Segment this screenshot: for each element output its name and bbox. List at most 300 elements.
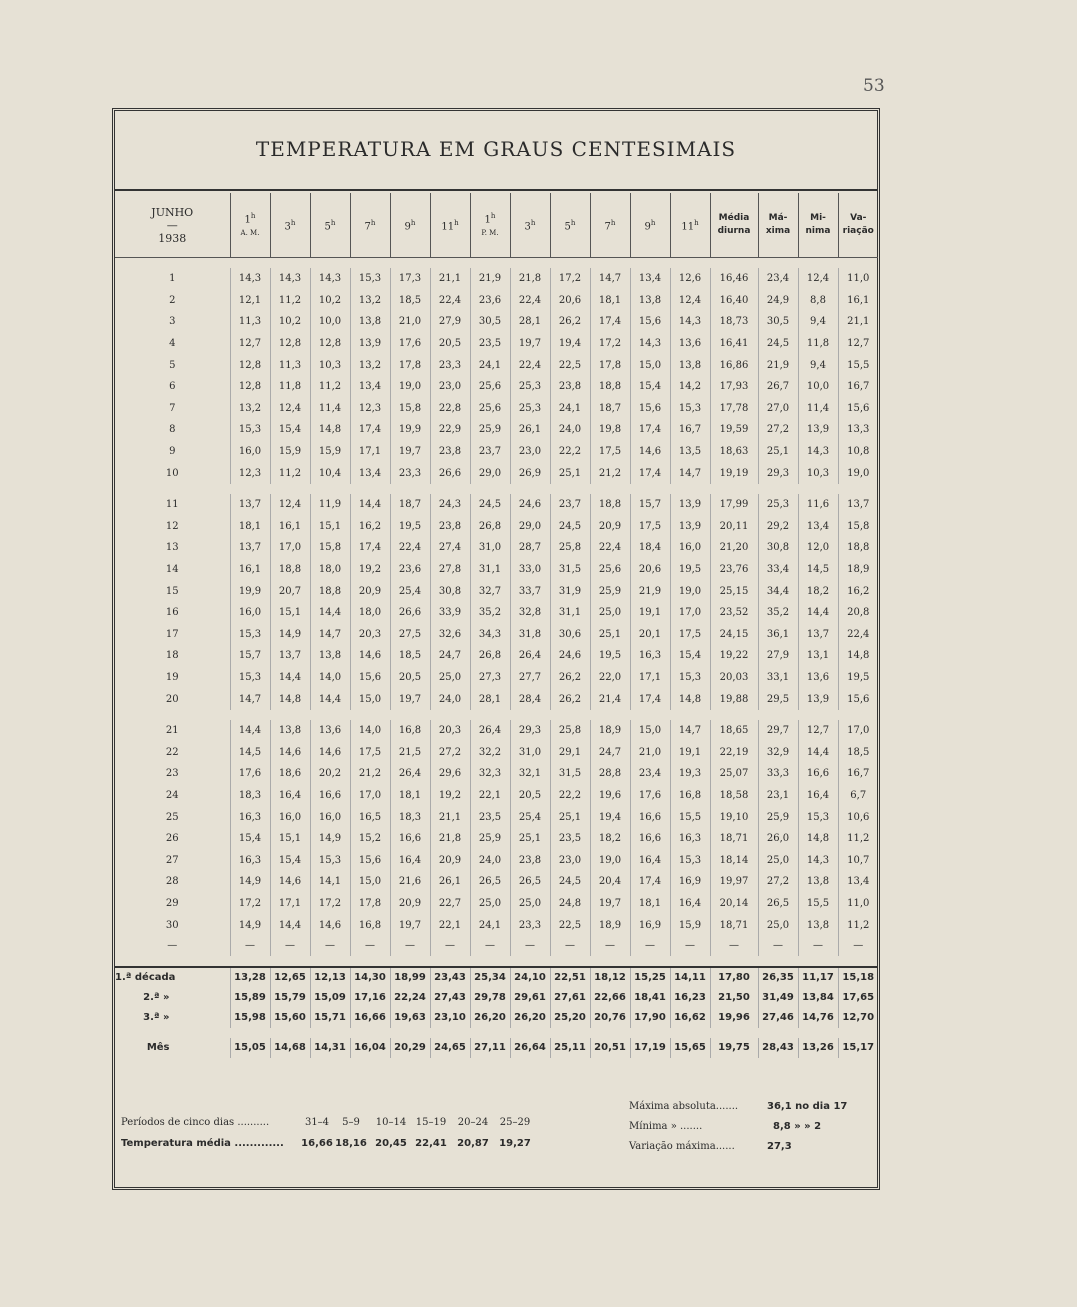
value-cell: 26,6 bbox=[390, 602, 430, 624]
decade-value: 12,70 bbox=[838, 1008, 878, 1028]
value-cell: 17,2 bbox=[230, 893, 270, 915]
value-cell: 20,03 bbox=[710, 667, 758, 689]
hour-header: 11$^h$ bbox=[670, 193, 710, 258]
value-cell: 23,3 bbox=[430, 354, 470, 376]
value-cell: 16,1 bbox=[270, 516, 310, 538]
value-cell: 29,6 bbox=[430, 763, 470, 785]
value-cell: 15,9 bbox=[270, 441, 310, 463]
value-cell: 19,9 bbox=[230, 580, 270, 602]
hour-header: 5$^h$ bbox=[550, 193, 590, 258]
temperature-table bbox=[115, 193, 878, 1058]
value-cell: 25,6 bbox=[590, 559, 630, 581]
value-cell: 30,5 bbox=[470, 311, 510, 333]
value-cell: 17,4 bbox=[350, 419, 390, 441]
value-cell: 19,7 bbox=[590, 893, 630, 915]
hour-header: 3$^h$ bbox=[270, 193, 310, 258]
value-cell: 25,1 bbox=[550, 462, 590, 484]
value-cell: 26,2 bbox=[550, 667, 590, 689]
value-cell: 27,2 bbox=[758, 871, 798, 893]
value-cell: 13,8 bbox=[670, 354, 710, 376]
value-cell: 14,4 bbox=[310, 602, 350, 624]
value-cell: 21,2 bbox=[590, 462, 630, 484]
decade-value: 26,20 bbox=[470, 1008, 510, 1028]
value-cell: 12,7 bbox=[798, 720, 838, 742]
value-cell: 18,71 bbox=[710, 828, 758, 850]
value-cell: 15,8 bbox=[310, 537, 350, 559]
value-cell: 12,6 bbox=[670, 268, 710, 290]
max-header bbox=[758, 193, 798, 258]
decade-value: 29,61 bbox=[510, 988, 550, 1008]
value-cell: 27,8 bbox=[430, 559, 470, 581]
value-cell: 14,5 bbox=[230, 741, 270, 763]
value-cell: 23,7 bbox=[470, 441, 510, 463]
value-cell: 29,0 bbox=[470, 462, 510, 484]
dash-cell: — bbox=[550, 936, 590, 956]
day-cell: 27 bbox=[165, 854, 179, 866]
value-cell: 25,0 bbox=[510, 893, 550, 915]
value-cell: 25,1 bbox=[590, 624, 630, 646]
value-cell: 13,9 bbox=[670, 516, 710, 538]
value-cell: 15,3 bbox=[230, 419, 270, 441]
value-cell: 33,3 bbox=[758, 763, 798, 785]
value-cell: 27,0 bbox=[758, 398, 798, 420]
dash-cell: — bbox=[470, 936, 510, 956]
value-cell: 30,6 bbox=[550, 624, 590, 646]
day-cell: 18 bbox=[165, 650, 179, 662]
value-cell: 25,4 bbox=[510, 806, 550, 828]
spacer-row bbox=[115, 258, 878, 269]
day-cell: 26 bbox=[165, 833, 179, 845]
value-cell: 17,3 bbox=[390, 268, 430, 290]
hour-label: 7 bbox=[604, 221, 611, 233]
value-cell: 23,0 bbox=[510, 441, 550, 463]
value-cell: 13,7 bbox=[270, 645, 310, 667]
value-cell: 14,4 bbox=[310, 688, 350, 710]
value-cell: 16,8 bbox=[670, 785, 710, 807]
value-cell: 16,6 bbox=[630, 828, 670, 850]
dash-cell: — bbox=[390, 936, 430, 956]
value-cell: 11,2 bbox=[270, 290, 310, 312]
decade-value: 22,66 bbox=[590, 988, 630, 1008]
value-cell: 10,6 bbox=[838, 806, 878, 828]
value-cell: 26,5 bbox=[470, 871, 510, 893]
value-cell: 26,4 bbox=[390, 763, 430, 785]
value-cell: 11,2 bbox=[270, 462, 310, 484]
decade-value: 29,78 bbox=[470, 988, 510, 1008]
value-cell: 21,20 bbox=[710, 537, 758, 559]
value-cell: 17,8 bbox=[350, 893, 390, 915]
value-cell: 16,0 bbox=[230, 441, 270, 463]
decade-value: 14,76 bbox=[798, 1008, 838, 1028]
day-cell: 15 bbox=[165, 585, 179, 597]
value-cell: 15,3 bbox=[310, 849, 350, 871]
hour-label: 1 bbox=[484, 214, 491, 226]
value-cell: 20,5 bbox=[510, 785, 550, 807]
value-cell: 12,8 bbox=[230, 354, 270, 376]
decade-value: 18,41 bbox=[630, 988, 670, 1008]
value-cell: 14,5 bbox=[798, 559, 838, 581]
value-cell: 17,0 bbox=[270, 537, 310, 559]
value-cell: 15,4 bbox=[270, 849, 310, 871]
value-cell: 25,15 bbox=[710, 580, 758, 602]
value-cell: 21,6 bbox=[390, 871, 430, 893]
month-value: 28,43 bbox=[758, 1038, 798, 1058]
day-cell: 8 bbox=[169, 424, 176, 436]
value-cell: 12,1 bbox=[230, 290, 270, 312]
day-cell: 6 bbox=[169, 381, 176, 393]
value-cell: 20,2 bbox=[310, 763, 350, 785]
value-cell: 18,63 bbox=[710, 441, 758, 463]
mean-header-line: diurna bbox=[717, 226, 751, 236]
value-cell: 18,0 bbox=[310, 559, 350, 581]
table-row bbox=[115, 624, 878, 646]
table-row bbox=[115, 559, 878, 581]
decade-label: 1.ª década bbox=[115, 967, 230, 988]
value-cell: 20,3 bbox=[430, 720, 470, 742]
decade-value: 26,20 bbox=[510, 1008, 550, 1028]
value-cell: 20,5 bbox=[430, 333, 470, 355]
decade-row bbox=[115, 967, 878, 988]
value-cell: 15,5 bbox=[838, 354, 878, 376]
value-cell: 14,9 bbox=[230, 871, 270, 893]
value-cell: 24,0 bbox=[550, 419, 590, 441]
decade-value: 12,65 bbox=[270, 967, 310, 988]
table-row bbox=[115, 333, 878, 355]
value-cell: 14,7 bbox=[670, 720, 710, 742]
value-cell: 25,9 bbox=[590, 580, 630, 602]
value-cell: 17,1 bbox=[350, 441, 390, 463]
day-cell: 24 bbox=[165, 789, 179, 801]
value-cell: 16,3 bbox=[230, 849, 270, 871]
value-cell: 19,88 bbox=[710, 688, 758, 710]
decade-value: 22,51 bbox=[550, 967, 590, 988]
value-cell: 16,9 bbox=[630, 914, 670, 936]
var-max-label: Variação máxima...... bbox=[629, 1141, 735, 1152]
value-cell: 15,6 bbox=[350, 667, 390, 689]
value-cell: 11,8 bbox=[270, 376, 310, 398]
value-cell: 31,0 bbox=[510, 741, 550, 763]
spacer-row bbox=[115, 956, 878, 967]
value-cell: 25,3 bbox=[510, 398, 550, 420]
value-cell: 12,7 bbox=[838, 333, 878, 355]
value-cell: 10,2 bbox=[270, 311, 310, 333]
value-cell: 14,8 bbox=[798, 828, 838, 850]
value-cell: 26,0 bbox=[758, 828, 798, 850]
day-cell: 16 bbox=[165, 607, 179, 619]
value-cell: 16,6 bbox=[390, 828, 430, 850]
mean-label: Temperatura média ............. bbox=[121, 1138, 284, 1149]
table-row bbox=[115, 688, 878, 710]
value-cell: 24,1 bbox=[470, 354, 510, 376]
variation-header bbox=[838, 193, 878, 258]
decade-value: 25,20 bbox=[550, 1008, 590, 1028]
value-cell: 15,4 bbox=[630, 376, 670, 398]
value-cell: 32,8 bbox=[510, 602, 550, 624]
value-cell: 13,7 bbox=[230, 537, 270, 559]
value-cell: 26,1 bbox=[510, 419, 550, 441]
value-cell: 29,1 bbox=[550, 741, 590, 763]
hour-label: 5 bbox=[564, 221, 571, 233]
value-cell: 8,8 bbox=[798, 290, 838, 312]
spacer-row bbox=[115, 1028, 878, 1038]
decade-value: 23,10 bbox=[430, 1008, 470, 1028]
month-dash: — bbox=[166, 218, 178, 232]
value-cell: 12,4 bbox=[270, 494, 310, 516]
value-cell: 16,8 bbox=[390, 720, 430, 742]
hour-header: 9$^h$ bbox=[630, 193, 670, 258]
value-cell: 27,9 bbox=[758, 645, 798, 667]
value-cell: 17,5 bbox=[590, 441, 630, 463]
table-row bbox=[115, 311, 878, 333]
value-cell: 12,8 bbox=[230, 376, 270, 398]
value-cell: 24,3 bbox=[430, 494, 470, 516]
table-row bbox=[115, 741, 878, 763]
value-cell: 15,8 bbox=[838, 516, 878, 538]
value-cell: 35,2 bbox=[758, 602, 798, 624]
value-cell: 11,9 bbox=[310, 494, 350, 516]
value-cell: 19,59 bbox=[710, 419, 758, 441]
decade-value: 11,17 bbox=[798, 967, 838, 988]
period-cell: 10–14 bbox=[375, 1117, 407, 1128]
value-cell: 11,2 bbox=[838, 828, 878, 850]
value-cell: 14,0 bbox=[310, 667, 350, 689]
value-cell: 25,0 bbox=[430, 667, 470, 689]
value-cell: 25,07 bbox=[710, 763, 758, 785]
value-cell: 18,7 bbox=[390, 494, 430, 516]
decade-value: 21,50 bbox=[710, 988, 758, 1008]
value-cell: 17,5 bbox=[350, 741, 390, 763]
value-cell: 12,4 bbox=[270, 398, 310, 420]
value-cell: 16,41 bbox=[710, 333, 758, 355]
month-label: JUNHO bbox=[151, 205, 194, 219]
value-cell: 31,1 bbox=[550, 602, 590, 624]
table-row bbox=[115, 462, 878, 484]
value-cell: 21,0 bbox=[390, 311, 430, 333]
value-cell: 11,2 bbox=[310, 376, 350, 398]
decade-value: 15,79 bbox=[270, 988, 310, 1008]
day-cell: 19 bbox=[165, 671, 179, 683]
day-cell: 7 bbox=[169, 402, 176, 414]
value-cell: 18,65 bbox=[710, 720, 758, 742]
value-cell: 16,4 bbox=[630, 849, 670, 871]
value-cell: 17,8 bbox=[590, 354, 630, 376]
spacer-row bbox=[115, 710, 878, 720]
value-cell: 25,9 bbox=[758, 806, 798, 828]
hour-header: 7$^h$ bbox=[350, 193, 390, 258]
value-cell: 19,4 bbox=[550, 333, 590, 355]
hour-label: 7 bbox=[364, 221, 371, 233]
dash-cell: — bbox=[430, 936, 470, 956]
value-cell: 16,6 bbox=[310, 785, 350, 807]
value-cell: 13,8 bbox=[798, 914, 838, 936]
hour-label: 1 bbox=[244, 214, 251, 226]
value-cell: 24,1 bbox=[550, 398, 590, 420]
value-cell: 16,7 bbox=[670, 419, 710, 441]
value-cell: 17,5 bbox=[670, 624, 710, 646]
value-cell: 25,9 bbox=[470, 419, 510, 441]
value-cell: 26,4 bbox=[470, 720, 510, 742]
value-cell: 18,5 bbox=[390, 645, 430, 667]
value-cell: 30,5 bbox=[758, 311, 798, 333]
hour-label: 9 bbox=[644, 221, 651, 233]
value-cell: 18,3 bbox=[230, 785, 270, 807]
value-cell: 23,5 bbox=[470, 806, 510, 828]
table-row bbox=[115, 398, 878, 420]
hour-period: A. M. bbox=[240, 228, 260, 237]
value-cell: 24,7 bbox=[430, 645, 470, 667]
value-cell: 27,2 bbox=[758, 419, 798, 441]
value-cell: 18,9 bbox=[590, 720, 630, 742]
value-cell: 24,8 bbox=[550, 893, 590, 915]
day-cell: 10 bbox=[165, 467, 179, 479]
value-cell: 19,5 bbox=[390, 516, 430, 538]
value-cell: 24,5 bbox=[758, 333, 798, 355]
value-cell: 14,8 bbox=[838, 645, 878, 667]
value-cell: 16,1 bbox=[230, 559, 270, 581]
value-cell: 14,4 bbox=[270, 667, 310, 689]
value-cell: 23,8 bbox=[430, 516, 470, 538]
value-cell: 15,1 bbox=[270, 602, 310, 624]
value-cell: 12,8 bbox=[310, 333, 350, 355]
value-cell: 16,3 bbox=[230, 806, 270, 828]
value-cell: 19,5 bbox=[670, 559, 710, 581]
day-cell: 3 bbox=[169, 316, 176, 328]
value-cell: 19,7 bbox=[390, 441, 430, 463]
value-cell: 31,5 bbox=[550, 763, 590, 785]
value-cell: 14,7 bbox=[590, 268, 630, 290]
period-cell: 31–4 bbox=[304, 1117, 330, 1128]
decade-value: 15,60 bbox=[270, 1008, 310, 1028]
value-cell: 13,7 bbox=[798, 624, 838, 646]
decade-value: 27,46 bbox=[758, 1008, 798, 1028]
value-cell: 13,8 bbox=[798, 871, 838, 893]
value-cell: 6,7 bbox=[838, 785, 878, 807]
value-cell: 18,8 bbox=[590, 376, 630, 398]
value-cell: 30,8 bbox=[758, 537, 798, 559]
value-cell: 19,7 bbox=[390, 914, 430, 936]
value-cell: 22,5 bbox=[550, 354, 590, 376]
value-cell: 24,6 bbox=[510, 494, 550, 516]
title-divider bbox=[115, 189, 877, 191]
value-cell: 15,3 bbox=[670, 849, 710, 871]
spacer-cell bbox=[115, 484, 878, 494]
max-abs-value: 36,1 no dia 17 bbox=[767, 1101, 848, 1112]
value-cell: 15,6 bbox=[350, 849, 390, 871]
value-cell: 11,8 bbox=[798, 333, 838, 355]
decade-value: 16,66 bbox=[350, 1008, 390, 1028]
value-cell: 16,1 bbox=[838, 290, 878, 312]
value-cell: 15,0 bbox=[350, 688, 390, 710]
value-cell: 20,5 bbox=[390, 667, 430, 689]
spacer-cell bbox=[115, 1028, 878, 1038]
value-cell: 17,4 bbox=[590, 311, 630, 333]
value-cell: 22,8 bbox=[430, 398, 470, 420]
hour-period: P. M. bbox=[481, 228, 499, 237]
value-cell: 21,1 bbox=[430, 806, 470, 828]
value-cell: 18,5 bbox=[838, 741, 878, 763]
hour-header: 7$^h$ bbox=[590, 193, 630, 258]
value-cell: 17,8 bbox=[390, 354, 430, 376]
dash-row bbox=[115, 936, 878, 956]
value-cell: 22,4 bbox=[510, 354, 550, 376]
decade-value: 27,43 bbox=[430, 988, 470, 1008]
decade-value: 13,84 bbox=[798, 988, 838, 1008]
value-cell: 15,5 bbox=[798, 893, 838, 915]
dash-cell: — bbox=[310, 936, 350, 956]
spacer-cell bbox=[115, 258, 878, 269]
value-cell: 13,2 bbox=[350, 290, 390, 312]
value-cell: 21,8 bbox=[510, 268, 550, 290]
decade-value: 14,30 bbox=[350, 967, 390, 988]
value-cell: 21,5 bbox=[390, 741, 430, 763]
table-row bbox=[115, 376, 878, 398]
value-cell: 34,4 bbox=[758, 580, 798, 602]
value-cell: 16,6 bbox=[630, 806, 670, 828]
value-cell: 19,10 bbox=[710, 806, 758, 828]
value-cell: 15,8 bbox=[390, 398, 430, 420]
table-header-row bbox=[115, 193, 878, 258]
value-cell: 13,9 bbox=[670, 494, 710, 516]
table-row bbox=[115, 268, 878, 290]
value-cell: 11,2 bbox=[838, 914, 878, 936]
value-cell: 17,99 bbox=[710, 494, 758, 516]
value-cell: 19,0 bbox=[390, 376, 430, 398]
decade-value: 16,62 bbox=[670, 1008, 710, 1028]
value-cell: 24,7 bbox=[590, 741, 630, 763]
value-cell: 14,8 bbox=[310, 419, 350, 441]
value-cell: 34,3 bbox=[470, 624, 510, 646]
value-cell: 18,14 bbox=[710, 849, 758, 871]
value-cell: 17,1 bbox=[270, 893, 310, 915]
value-cell: 21,9 bbox=[758, 354, 798, 376]
value-cell: 26,4 bbox=[510, 645, 550, 667]
value-cell: 19,2 bbox=[430, 785, 470, 807]
value-cell: 13,1 bbox=[798, 645, 838, 667]
dash-cell: — bbox=[350, 936, 390, 956]
mean-cell: 18,16 bbox=[335, 1138, 367, 1149]
day-cell: 22 bbox=[165, 746, 179, 758]
month-value: 20,29 bbox=[390, 1038, 430, 1058]
value-cell: 18,5 bbox=[390, 290, 430, 312]
value-cell: 11,4 bbox=[798, 398, 838, 420]
value-cell: 24,5 bbox=[550, 516, 590, 538]
month-row bbox=[115, 1038, 878, 1058]
value-cell: 18,8 bbox=[838, 537, 878, 559]
table-row bbox=[115, 602, 878, 624]
value-cell: 28,1 bbox=[470, 688, 510, 710]
value-cell: 32,9 bbox=[758, 741, 798, 763]
hour-label: 11 bbox=[681, 221, 695, 233]
value-cell: 17,4 bbox=[630, 419, 670, 441]
value-cell: 14,6 bbox=[270, 741, 310, 763]
min-abs-label: Mínima » ....... bbox=[629, 1121, 703, 1132]
value-cell: 10,3 bbox=[310, 354, 350, 376]
value-cell: 12,8 bbox=[270, 333, 310, 355]
table-row bbox=[115, 354, 878, 376]
decade-value: 25,34 bbox=[470, 967, 510, 988]
hour-header: 1$^h$ P. M. bbox=[470, 193, 510, 258]
value-cell: 15,1 bbox=[270, 828, 310, 850]
value-cell: 19,0 bbox=[838, 462, 878, 484]
dash-cell: — bbox=[670, 936, 710, 956]
value-cell: 14,7 bbox=[670, 462, 710, 484]
value-cell: 22,4 bbox=[510, 290, 550, 312]
decade-value: 24,10 bbox=[510, 967, 550, 988]
value-cell: 22,2 bbox=[550, 441, 590, 463]
decade-value: 26,35 bbox=[758, 967, 798, 988]
mean-header bbox=[710, 193, 758, 258]
value-cell: 20,1 bbox=[630, 624, 670, 646]
